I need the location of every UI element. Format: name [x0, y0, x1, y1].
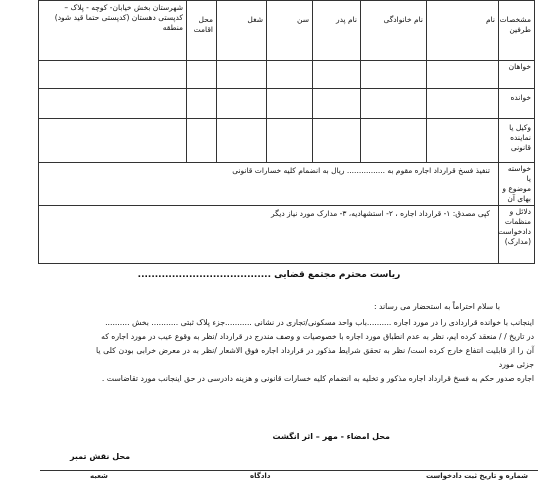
header-name: نام: [427, 1, 499, 61]
claim-label: خواسته یا موضوع و بهای آن: [499, 163, 535, 206]
body-line-3: آن را از قابلیت انتفاع خارج کرده است/ نظر به تحقق شرایط مذکور در قرارداد اجاره فوق الاشعار /نظر به در معرض خرابی بودن کلی یا جزئی مورد: [96, 346, 534, 369]
attorney-address-cell[interactable]: [39, 119, 187, 163]
header-residence: محل اقامت: [187, 1, 217, 61]
evidence-label: دلائل و منظمات دادخواست (مدارک): [499, 206, 535, 264]
petition-body: [96, 316, 534, 386]
plaintiff-name-cell[interactable]: [427, 61, 499, 89]
signature-area: محل امضاء - مهر – اثر انگشت: [272, 432, 390, 441]
stamp-area: محل نقش تمبر: [69, 452, 131, 461]
body-line-1: اینجانب با خوانده قراردادی را در مورد اجاره ..........باب واحد مسکونی/تجاری در نشانی ...........جزء پلاک ثبتی ........... بخش ..........: [105, 318, 534, 327]
header-job: شغل: [217, 1, 267, 61]
body-line-4: اجاره صدور حکم به فسخ قرارداد اجاره مذکور و تخلیه به انضمام کلیه خسارات قانونی و هزینه دادرسی در حق اینجانب مورد تقاضاست .: [101, 374, 534, 383]
attorney-residence-cell[interactable]: [187, 119, 217, 163]
header-address: شهرستان بخش خیابان- کوچه - پلاک – کدپستی دهستان (کدپستی حتما قید شود) منطقه: [39, 1, 187, 61]
footer-court: دادگاه: [250, 472, 271, 480]
plaintiff-father-cell[interactable]: [313, 61, 361, 89]
header-age: سن: [267, 1, 313, 61]
footer-registration: شماره و تاریخ ثبت دادخواست: [425, 472, 528, 480]
header-family: نام خانوادگی: [361, 1, 427, 61]
row-label-defendant: خوانده: [499, 89, 535, 119]
header-spec: مشخصات طرفین: [499, 1, 535, 61]
evidence-text: کپی مصدق: ۱- قرارداد اجاره ، ۲- استشهادیه، ۳- مدارک مورد نیاز دیگر: [39, 206, 499, 264]
defendant-family-cell[interactable]: [361, 89, 427, 119]
footer-branch: شعبه: [90, 472, 108, 480]
defendant-residence-cell[interactable]: [187, 89, 217, 119]
defendant-father-cell[interactable]: [313, 89, 361, 119]
row-label-plaintiff: خواهان: [499, 61, 535, 89]
plaintiff-age-cell[interactable]: [267, 61, 313, 89]
attorney-father-cell[interactable]: [313, 119, 361, 163]
plaintiff-family-cell[interactable]: [361, 61, 427, 89]
header-father: نام پدر: [313, 1, 361, 61]
attorney-family-cell[interactable]: [361, 119, 427, 163]
row-label-attorney: وکیل یا نماینده قانونی: [499, 119, 535, 163]
plaintiff-address-cell[interactable]: [39, 61, 187, 89]
defendant-address-cell[interactable]: [39, 89, 187, 119]
attorney-name-cell[interactable]: [427, 119, 499, 163]
greeting: با سلام احتراماً به استحضار می رساند :: [373, 302, 500, 311]
plaintiff-residence-cell[interactable]: [187, 61, 217, 89]
defendant-age-cell[interactable]: [267, 89, 313, 119]
claim-text: تنفیذ فسخ قرارداد اجاره مقوم به ................ ریال به انضمام کلیه خسارات قانونی: [39, 163, 499, 206]
parties-table: [38, 0, 535, 264]
plaintiff-job-cell[interactable]: [217, 61, 267, 89]
court-title: ریاست محترم مجتمع قضایی .......................................: [137, 270, 401, 280]
defendant-job-cell[interactable]: [217, 89, 267, 119]
defendant-name-cell[interactable]: [427, 89, 499, 119]
attorney-job-cell[interactable]: [217, 119, 267, 163]
attorney-age-cell[interactable]: [267, 119, 313, 163]
body-line-2: در تاریخ / / منعقد کرده ایم، نظر به عدم انطباق مورد اجاره با خصوصیات و وصف مندرج در قرارداد /نظر به وقوع عیب در مورد اجاره که: [101, 332, 534, 341]
footer-divider: [40, 470, 538, 471]
